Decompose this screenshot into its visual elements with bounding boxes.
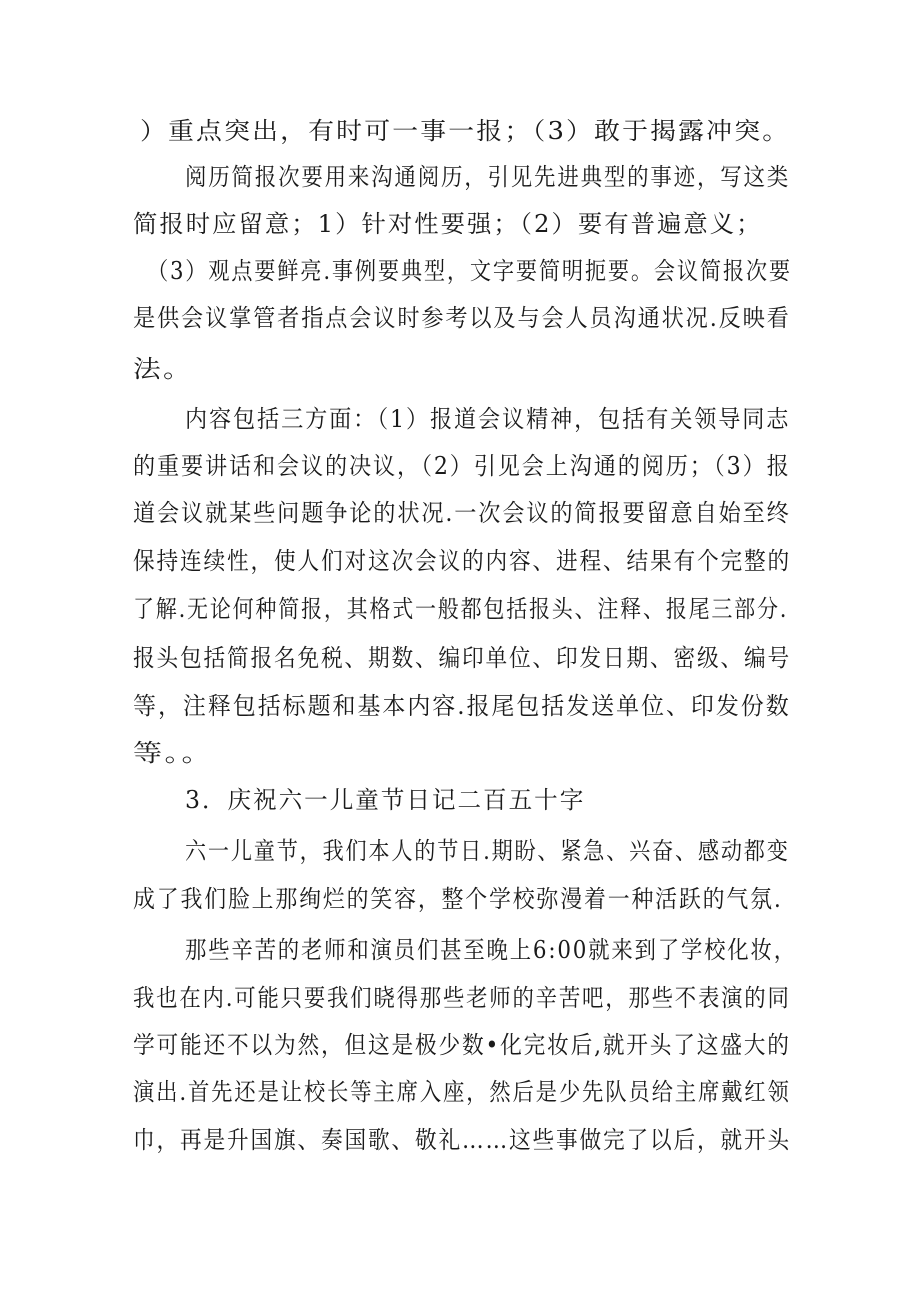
text-line: 法。 [133, 355, 193, 383]
text-line: 成了我们脸上那绚烂的笑容，整个学校弥漫着一种活跃的气氛. [133, 885, 783, 913]
text-line: 阅历简报次要用来沟通阅历，引见先进典型的事迹，写这类 [185, 163, 791, 191]
text-line: 的重要讲话和会议的决议，（2）引见会上沟通的阅历；（3）报 [133, 452, 791, 480]
text-line: 简报时应留意；1）针对性要强；（2）要有普遍意义； [133, 210, 763, 238]
text-line: 保持连续性，使人们对这次会议的内容、进程、结果有个完整的 [133, 547, 791, 575]
text-line: 巾，再是升国旗、奏国歌、敬礼……这些事做完了以后，就开头 [133, 1126, 791, 1154]
text-line: 那些辛苦的老师和演员们甚至晚上6:00就来到了学校化妆， [185, 936, 797, 964]
text-line: 报头包括简报名免税、期数、编印单位、印发日期、密级、编号 [133, 644, 791, 672]
text-line: 是供会议掌管者指点会议时参考以及与会人员沟通状况.反映看 [133, 304, 791, 332]
text-line: 道会议就某些问题争论的状况.一次会议的简报要留意自始至终 [133, 499, 791, 527]
text-line: 六一儿童节，我们本人的节日.期盼、紧急、兴奋、感动都变 [185, 837, 790, 865]
text-line: ）重点突出，有时可一事一报；（3）敢于揭露冲突。 [140, 117, 791, 145]
text-line: 了解.无论何种简报，其格式一般都包括报头、注释、报尾三部分. [133, 595, 789, 623]
text-line: 我也在内.可能只要我们晓得那些老师的辛苦吧，那些不表演的同 [133, 984, 791, 1012]
text-line: 学可能还不以为然，但这是极少数•化完妆后,就开头了这盛大的 [133, 1031, 791, 1059]
section-heading: 3．庆祝六一儿童节日记二百五十字 [185, 786, 586, 814]
text-line: 等。。 [133, 739, 213, 767]
text-line: （3）观点要鲜亮.事例要典型，文字要简明扼要。会议简报次要 [147, 257, 792, 285]
text-line: 内容包括三方面：（1）报道会议精神，包括有关领导同志 [185, 405, 791, 433]
text-line: 演出.首先还是让校长等主席入座，然后是少先队员给主席戴红领 [133, 1078, 791, 1106]
text-line: 等，注释包括标题和基本内容.报尾包括发送单位、印发份数 [133, 692, 791, 720]
